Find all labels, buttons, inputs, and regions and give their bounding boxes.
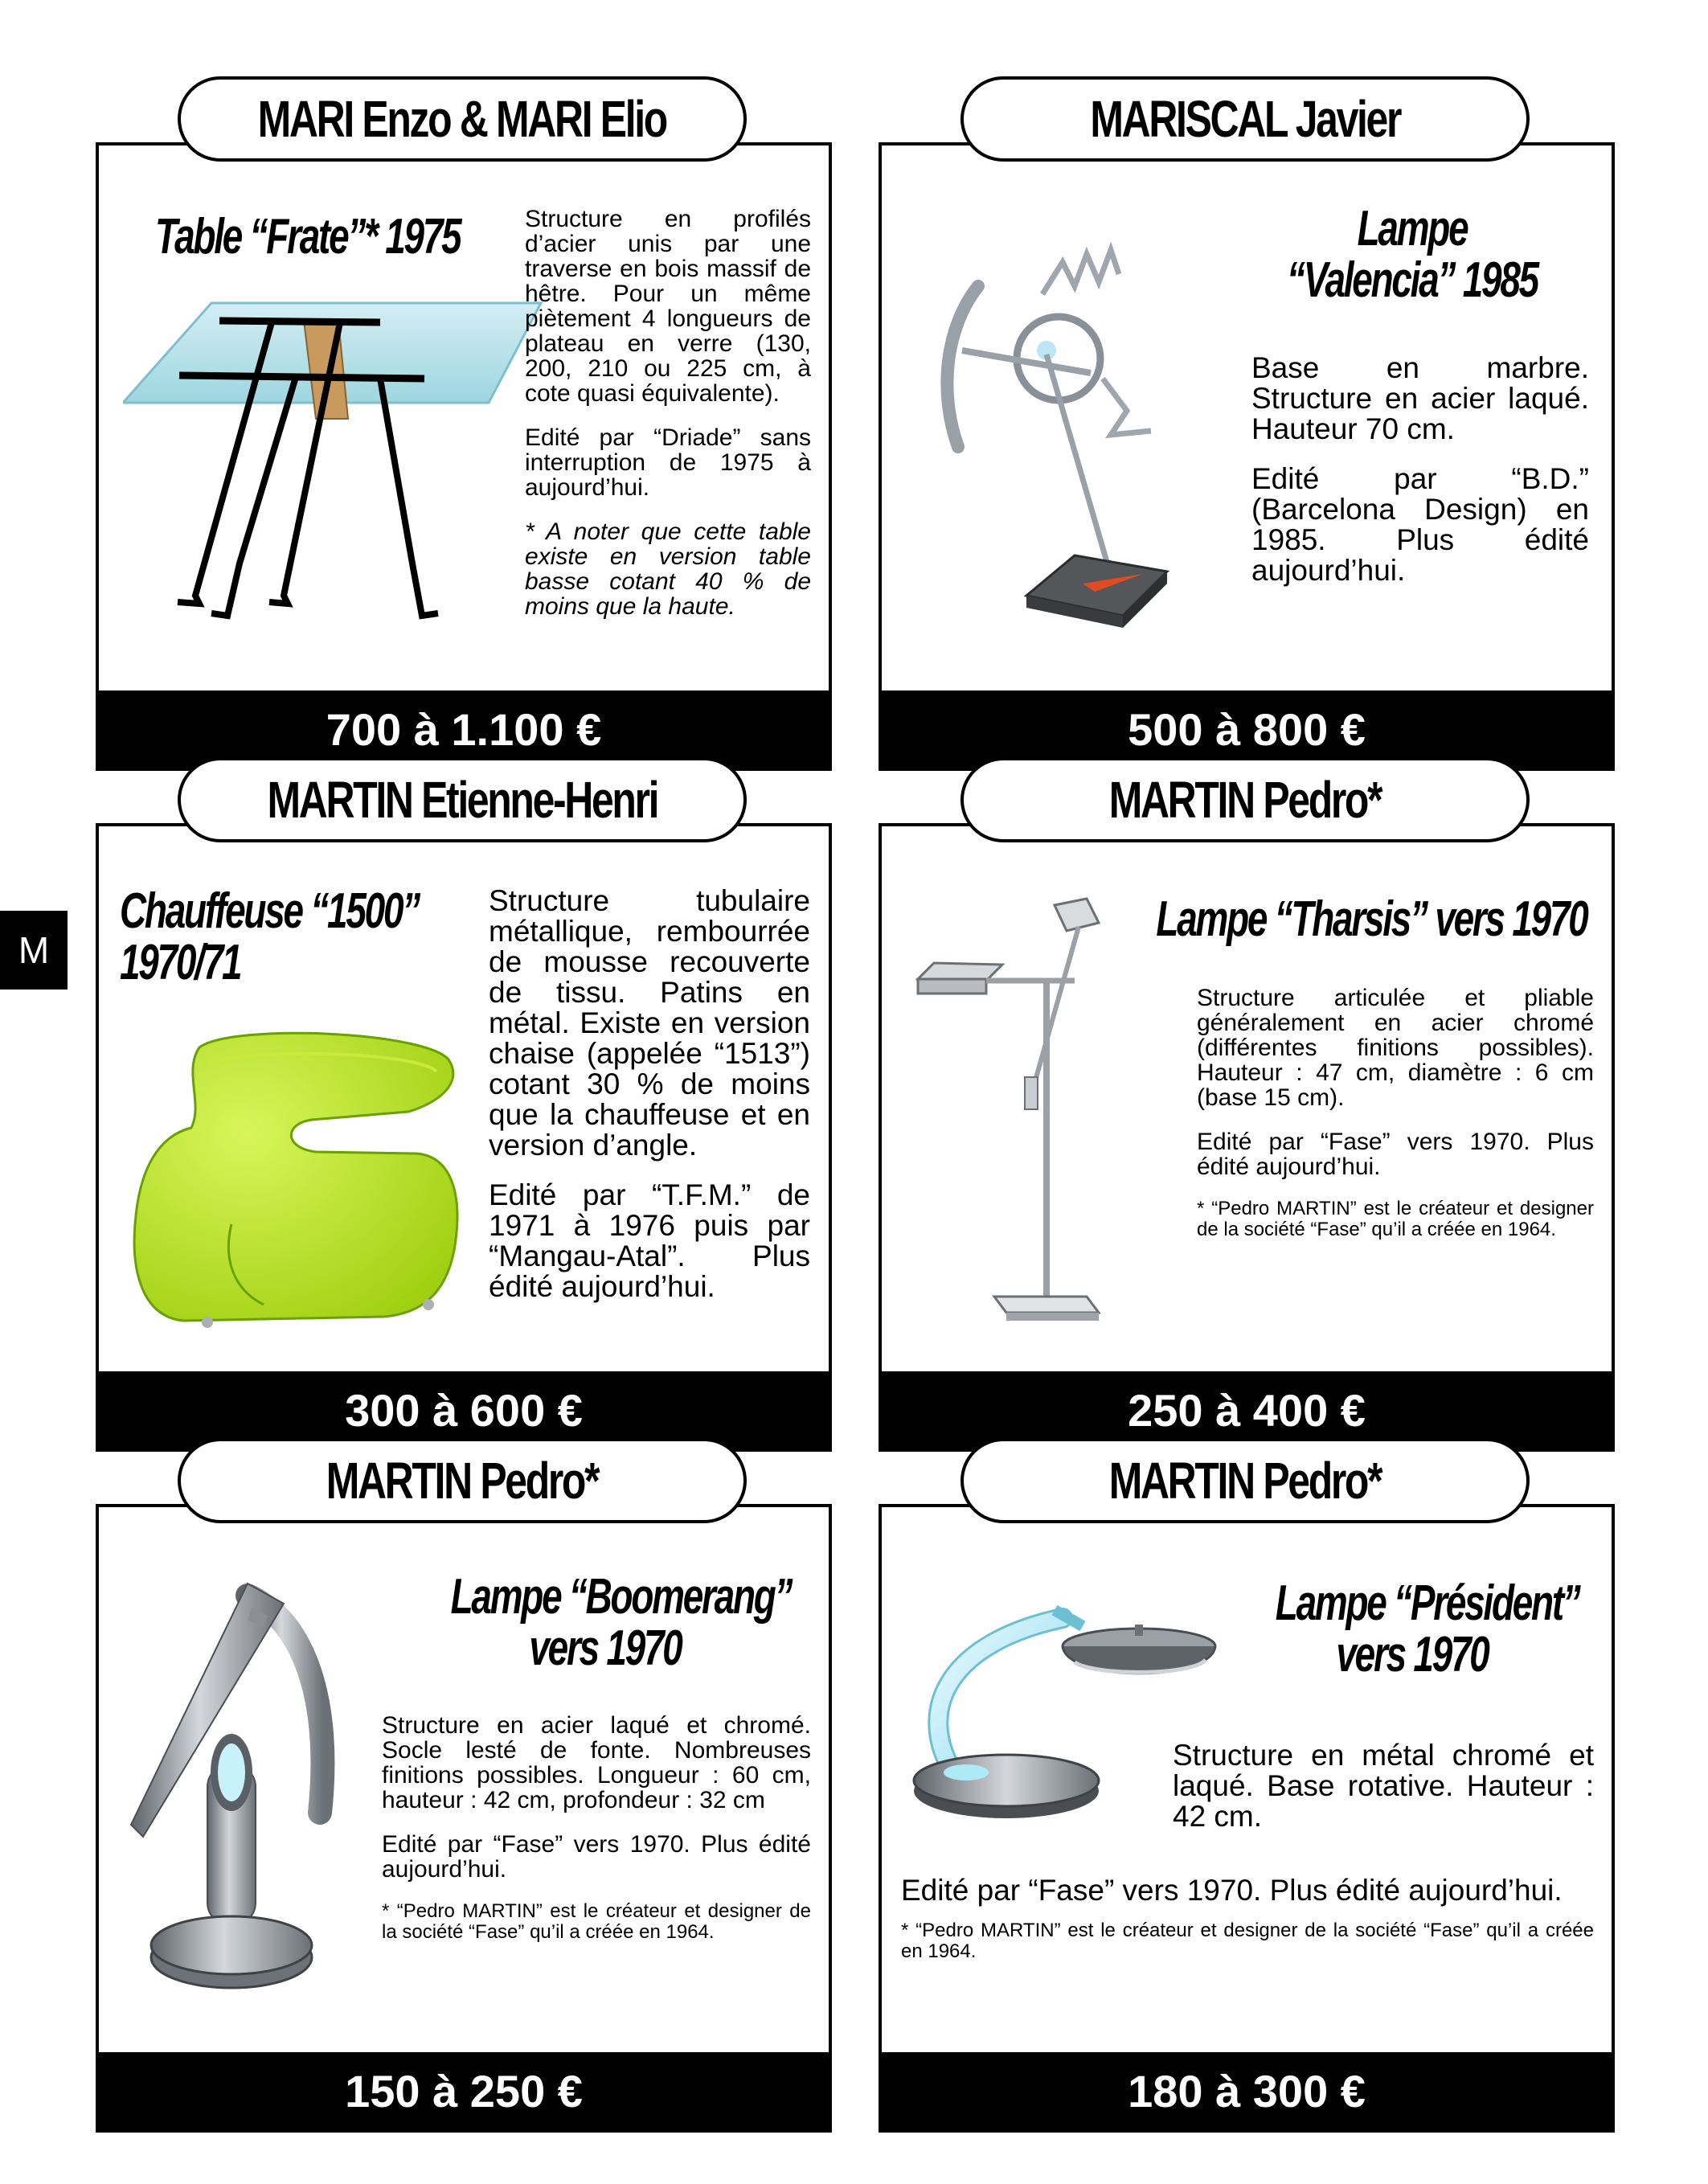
designer-pill bbox=[178, 76, 747, 162]
designer-pill bbox=[960, 1438, 1530, 1523]
paragraph-1: Structure articulée et pliable généralement en acier chromé (différentes finitions possibles). Hauteur : 47 cm, diamètre : 6 cm (base 15 cm). bbox=[1197, 985, 1594, 1111]
description bbox=[1251, 353, 1589, 605]
paragraph-1: Structure en métal chromé et laqué. Base rotative. Hauteur : 42 cm. bbox=[1173, 1739, 1594, 1833]
product-title: Lampe “Valencia” 1985 bbox=[1287, 201, 1538, 308]
card-martin-chauffeuse bbox=[96, 771, 832, 1452]
paragraph-2: Edité par “T.F.M.” de 1971 à 1976 puis par “Mangau-Atal”. Plus édité aujourd’hui. bbox=[489, 1178, 810, 1303]
paragraph-2: Edité par “Fase” vers 1970. Plus édité aujourd’hui. bbox=[1197, 1129, 1594, 1180]
description bbox=[1173, 1740, 1594, 1851]
price: 250 à 400 € bbox=[1128, 1384, 1366, 1436]
card-martin-president bbox=[879, 1452, 1615, 2133]
price: 150 à 250 € bbox=[345, 2065, 583, 2116]
description bbox=[489, 886, 810, 1321]
paragraph-1: Structure en profilés d’acier unis par une traverse en bois massif de hêtre. Pour un même piètement 4 longueurs de plateau en verre (130, 200, 210 ou 225 cm, à cote quasi équivalente). bbox=[525, 206, 811, 407]
designer-pill bbox=[178, 1438, 747, 1523]
price: 300 à 600 € bbox=[345, 1384, 583, 1436]
price-band bbox=[882, 2052, 1612, 2129]
price-band bbox=[882, 690, 1612, 768]
lamp-boomerang-illustration bbox=[119, 1571, 392, 2022]
paragraph-1: Structure tubulaire métallique, rembourrée de mousse recouverte de tissu. Patins en métal. Existe en version chaise (appelée “1513”) cotant 30 % de moins que la chauffeuse et en version d’angle. bbox=[489, 884, 810, 1162]
description bbox=[1197, 985, 1594, 1260]
card-martin-boomerang bbox=[96, 1452, 832, 2133]
paragraph-2: Edité par “Fase” vers 1970. Plus édité aujourd’hui. bbox=[382, 1831, 811, 1883]
designer-name: MARTIN Pedro* bbox=[326, 1452, 599, 1510]
price-band bbox=[99, 690, 829, 768]
paragraph-2: Edité par “B.D.” (Barcelona Design) en 1985. Plus édité aujourd’hui. bbox=[1251, 462, 1589, 587]
section-letter-tab bbox=[0, 911, 68, 990]
description bbox=[525, 207, 811, 638]
card-mariscal-valencia bbox=[879, 90, 1615, 771]
chauffeuse-illustration bbox=[111, 1015, 481, 1337]
designer-name: MARISCAL Javier bbox=[1090, 90, 1400, 148]
paragraph-1: Base en marbre. Structure en acier laqué. Hauteur 70 cm. bbox=[1251, 351, 1589, 445]
price: 700 à 1.100 € bbox=[326, 703, 602, 755]
product-title: Lampe “Tharsis” vers 1970 bbox=[1156, 891, 1587, 947]
designer-name: MARTIN Etienne-Henri bbox=[267, 771, 657, 829]
price-band bbox=[882, 1371, 1612, 1448]
footnote: * A noter que cette table existe en version table basse cotant 40 % de moins que la haute. bbox=[525, 518, 811, 620]
product-title: Chauffeuse “1500” 1970/71 bbox=[120, 883, 419, 990]
designer-pill bbox=[960, 757, 1530, 842]
footnote: * “Pedro MARTIN” est le créateur et designer de la société “Fase” qu’il a créée en 1964. bbox=[382, 1900, 811, 1943]
designer-name: MARTIN Pedro* bbox=[1108, 1452, 1382, 1510]
section-letter: M bbox=[18, 929, 50, 971]
lamp-tharsis-illustration bbox=[906, 891, 1179, 1341]
paragraph-2: Edité par “Fase” vers 1970. Plus édité aujourd’hui. bbox=[901, 1874, 1563, 1907]
description bbox=[382, 1713, 811, 1962]
price-band bbox=[99, 1371, 829, 1448]
paragraph-1: Structure en acier laqué et chromé. Socle lesté de fonte. Nombreuses finitions possibles. Longueur : 60 cm, hauteur : 42 cm, profondeur : 32 cm bbox=[382, 1712, 811, 1813]
card-martin-tharsis bbox=[879, 771, 1615, 1452]
card-mari-frate bbox=[96, 90, 832, 771]
designer-name: MARI Enzo & MARI Elio bbox=[257, 90, 667, 148]
price-band bbox=[99, 2052, 829, 2129]
designer-pill bbox=[960, 76, 1530, 162]
lamp-valencia-illustration bbox=[922, 238, 1243, 640]
designer-pill bbox=[178, 757, 747, 842]
footnote: * “Pedro MARTIN” est le créateur et designer de la société “Fase” qu’il a créée en 1964. bbox=[901, 1920, 1594, 1962]
paragraph-2: Edité par “Driade” sans interruption de 1975 à aujourd’hui. bbox=[525, 424, 811, 501]
footnote: * “Pedro MARTIN” est le créateur et designer de la société “Fase” qu’il a créée en 1964. bbox=[1197, 1198, 1594, 1240]
table-frate-illustration bbox=[123, 298, 549, 636]
price: 500 à 800 € bbox=[1128, 703, 1366, 755]
product-title: Lampe “Président” vers 1970 bbox=[1275, 1576, 1579, 1682]
product-title: Lampe “Boomerang” vers 1970 bbox=[450, 1569, 792, 1676]
description-wide bbox=[901, 1875, 1594, 1981]
designer-name: MARTIN Pedro* bbox=[1108, 771, 1382, 829]
product-title: Table “Frate”* 1975 bbox=[155, 209, 461, 264]
price: 180 à 300 € bbox=[1128, 2065, 1366, 2116]
